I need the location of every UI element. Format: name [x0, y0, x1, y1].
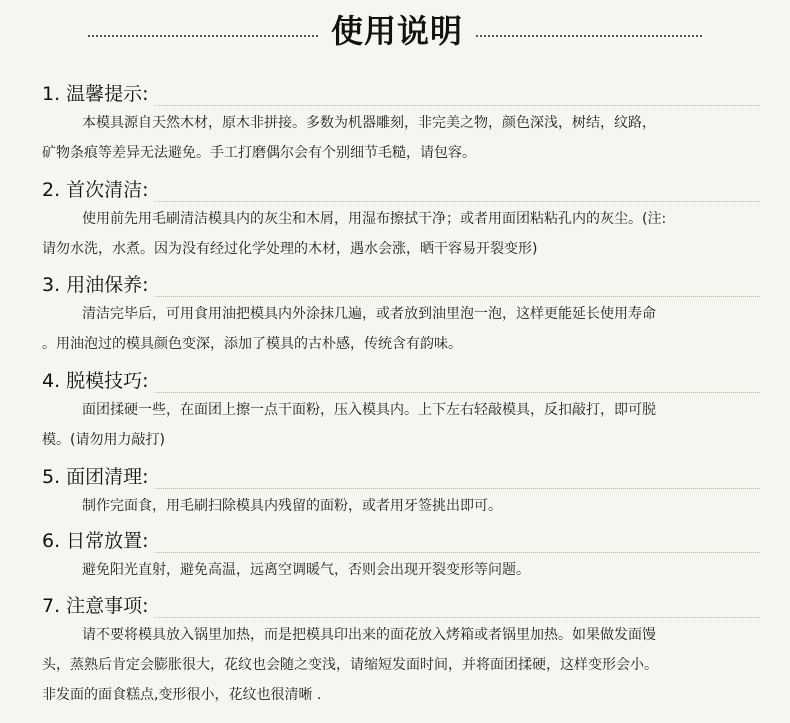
- section-heading: [42, 527, 760, 555]
- section-first-clean: [0, 176, 790, 264]
- page-title: 使用说明: [330, 12, 463, 50]
- section-body: [42, 620, 757, 710]
- section-body: [42, 108, 757, 168]
- section-oil-care: [0, 271, 790, 359]
- section-heading: [42, 271, 760, 299]
- body-line: 使用前先用毛刷清洁模具内的灰尘和木屑，用湿布擦拭干净；或者用面团粘粘孔内的灰尘。(注:: [82, 211, 667, 227]
- section-heading: [42, 80, 760, 108]
- section-body: [42, 491, 757, 521]
- body-line: 头，蒸熟后肯定会膨胀很大，花纹也会随之变浅，请缩短发面时间，并将面团揉硬，这样变形会小。: [42, 657, 658, 673]
- body-line: 请勿水洗，水煮。因为没有经过化学处理的木材，遇水会涨，晒干容易开裂变形): [42, 241, 538, 257]
- body-line: 请不要将模具放入锅里加热，而是把模具印出来的面花放入烤箱或者锅里加热。如果做发面馒: [82, 627, 656, 643]
- body-line: 非发面的面食糕点,变形很小，花纹也很清晰 .: [42, 687, 322, 703]
- body-line: 制作完面食，用毛刷扫除模具内残留的面粉，或者用牙签挑出即可。: [82, 498, 502, 514]
- section-body: [42, 395, 757, 455]
- body-line: 本模具源自天然木材，原木非拼接。多数为机器雕刻，非完美之物，颜色深浅，树结，纹路，: [82, 115, 656, 131]
- section-heading: [42, 592, 760, 620]
- body-line: 清洁完毕后，可用食用油把模具内外涂抹几遍，或者放到油里泡一泡，这样更能延长使用寿命: [82, 306, 656, 322]
- section-tips: [0, 80, 790, 168]
- section-demold-tips: [0, 367, 790, 455]
- body-line: 矿物条痕等差异无法避免。手工打磨偶尔会有个别细节毛糙，请包容。: [42, 145, 476, 161]
- title-divider-right: [476, 35, 702, 37]
- section-heading: [42, 367, 760, 395]
- section-dough-cleanup: [0, 463, 790, 521]
- title-divider-left: [88, 35, 318, 37]
- section-body: [42, 299, 757, 359]
- section-daily-storage: [0, 527, 790, 585]
- section-heading: [42, 176, 760, 204]
- section-heading-label: 1. 温馨提示:: [42, 80, 155, 108]
- section-body: [42, 204, 757, 264]
- section-heading-label: 6. 日常放置:: [42, 527, 155, 555]
- section-heading-label: 4. 脱模技巧:: [42, 367, 155, 395]
- section-precautions: [0, 592, 790, 710]
- body-line: 模。(请勿用力敲打): [42, 432, 165, 448]
- body-line: 。用油泡过的模具颜色变深，添加了模具的古朴感，传统含有韵味。: [42, 336, 462, 352]
- body-line: 避免阳光直射，避免高温，远离空调暖气，否则会出现开裂变形等问题。: [82, 562, 530, 578]
- section-body: [42, 555, 757, 585]
- body-line: 面团揉硬一些，在面团上擦一点干面粉，压入模具内。上下左右轻敲模具，反扣敲打，即可脱: [82, 402, 656, 418]
- section-heading-label: 5. 面团清理:: [42, 463, 155, 491]
- section-heading-label: 2. 首次清洁:: [42, 176, 155, 204]
- section-heading-label: 3. 用油保养:: [42, 271, 155, 299]
- section-heading: [42, 463, 760, 491]
- section-heading-label: 7. 注意事项:: [42, 592, 155, 620]
- title-row: [0, 6, 790, 56]
